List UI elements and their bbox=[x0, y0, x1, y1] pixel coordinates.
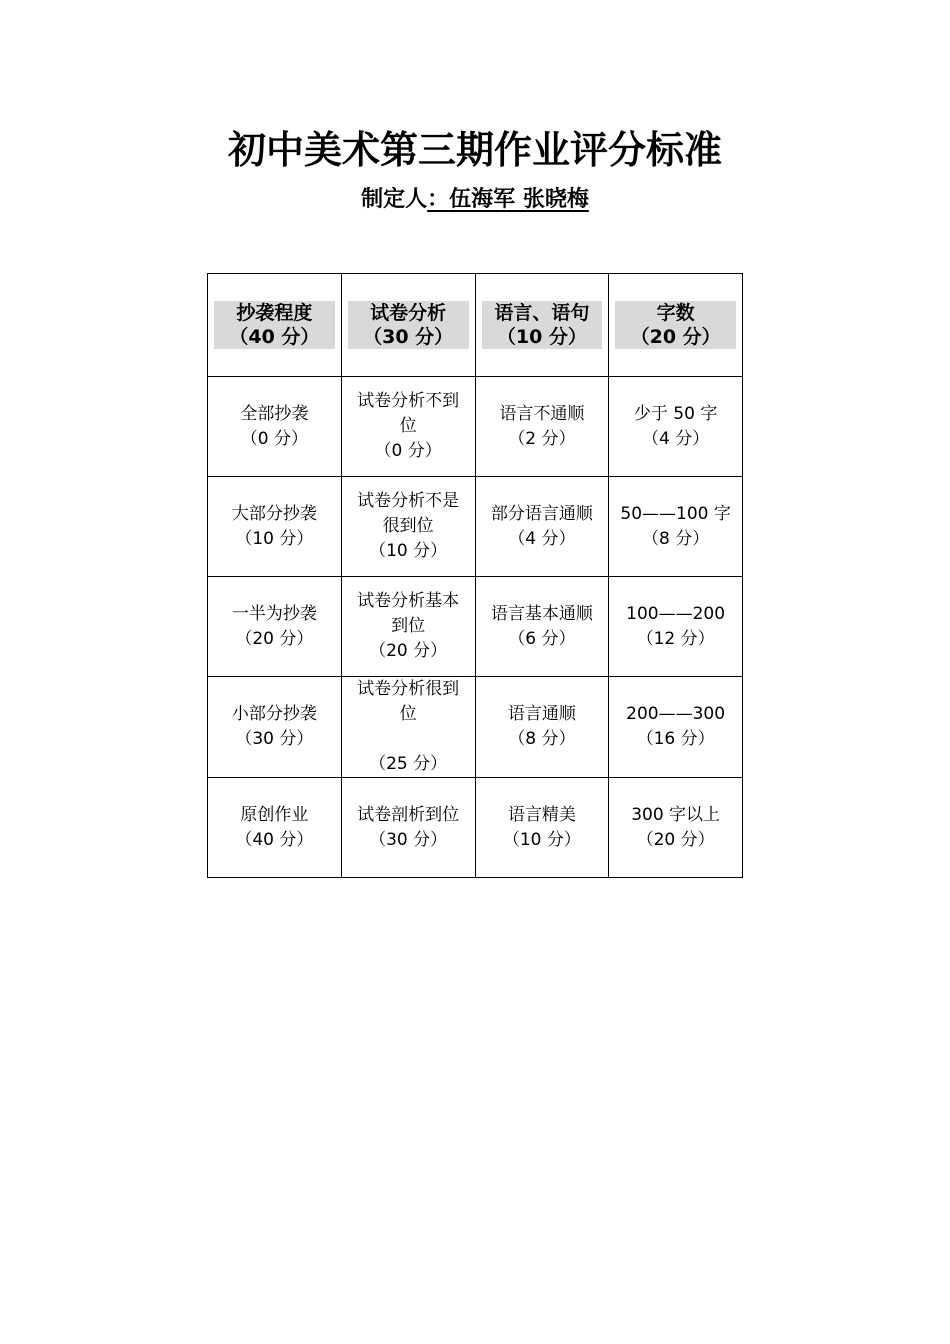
cell-text: 大部分抄袭 bbox=[231, 503, 317, 524]
cell-text: 语言通顺 bbox=[507, 704, 576, 724]
table-row bbox=[208, 577, 743, 677]
table-cell bbox=[609, 577, 743, 677]
author-label: 制定人 bbox=[361, 187, 428, 212]
table-header-row bbox=[208, 274, 743, 377]
cell-text: 少于 50 字 bbox=[633, 403, 718, 424]
table-cell bbox=[208, 778, 342, 878]
cell-score: （20 分） bbox=[636, 829, 715, 850]
table-cell bbox=[475, 677, 609, 778]
cell-score: （25 分） bbox=[369, 754, 448, 774]
table-row bbox=[208, 778, 743, 878]
cell-text: 一半为抄袭 bbox=[231, 603, 317, 624]
cell-text: 试卷分析很到 bbox=[357, 679, 460, 699]
cell-text: 语言不通顺 bbox=[499, 403, 585, 424]
table-cell bbox=[208, 377, 342, 477]
table-row bbox=[208, 377, 743, 477]
cell-text: 试卷分析不到 bbox=[357, 391, 460, 411]
table-cell bbox=[341, 577, 475, 677]
header-name: 字数 bbox=[615, 301, 736, 325]
author-names: 伍海军 张晓梅 bbox=[449, 187, 589, 212]
table-cell bbox=[208, 577, 342, 677]
header-score: （20 分） bbox=[615, 325, 736, 349]
table-cell bbox=[341, 477, 475, 577]
cell-text: 很到位 bbox=[382, 516, 434, 536]
table-cell bbox=[208, 677, 342, 778]
cell-text: 原创作业 bbox=[240, 804, 309, 825]
table-cell bbox=[341, 778, 475, 878]
cell-text: 小部分抄袭 bbox=[231, 704, 317, 724]
cell-text: 试卷分析基本 bbox=[357, 591, 460, 611]
table-cell bbox=[609, 377, 743, 477]
header-score: （10 分） bbox=[482, 325, 603, 349]
table-cell bbox=[341, 677, 475, 778]
cell-score: （40 分） bbox=[235, 829, 314, 850]
cell-score: （20 分） bbox=[235, 628, 314, 649]
cell-text: 全部抄袭 bbox=[240, 403, 309, 424]
header-name: 抄袭程度 bbox=[214, 301, 335, 325]
cell-score: （0 分） bbox=[374, 441, 442, 461]
table-cell bbox=[475, 778, 609, 878]
cell-score: （4 分） bbox=[508, 528, 576, 549]
table-cell bbox=[341, 377, 475, 477]
header-cell-word-count bbox=[609, 274, 743, 377]
table-cell bbox=[475, 577, 609, 677]
table-cell bbox=[609, 477, 743, 577]
cell-score: （30 分） bbox=[369, 829, 448, 850]
table-row bbox=[208, 677, 743, 778]
table-cell bbox=[475, 377, 609, 477]
cell-text: 100——200 bbox=[626, 603, 726, 624]
cell-text: 200——300 bbox=[626, 704, 726, 724]
cell-score: （2 分） bbox=[508, 428, 576, 449]
cell-score: （10 分） bbox=[369, 541, 448, 561]
header-score: （40 分） bbox=[214, 325, 335, 349]
cell-score: （10 分） bbox=[502, 829, 581, 850]
header-score: （30 分） bbox=[348, 325, 469, 349]
table-cell bbox=[609, 778, 743, 878]
cell-score: （4 分） bbox=[642, 428, 710, 449]
header-name: 试卷分析 bbox=[348, 301, 469, 325]
header-cell-plagiarism bbox=[208, 274, 342, 377]
cell-text: 语言精美 bbox=[507, 804, 576, 825]
cell-score: （30 分） bbox=[235, 729, 314, 749]
cell-text: 到位 bbox=[391, 616, 426, 636]
cell-text: 语言基本通顺 bbox=[490, 603, 593, 624]
author-colon: ： bbox=[427, 187, 450, 212]
document-title: 初中美术第三期作业评分标准 bbox=[227, 127, 722, 172]
cell-score: （12 分） bbox=[636, 628, 715, 649]
table-cell bbox=[609, 677, 743, 778]
cell-score: （10 分） bbox=[235, 528, 314, 549]
header-cell-analysis bbox=[341, 274, 475, 377]
table-cell bbox=[475, 477, 609, 577]
header-name: 语言、语句 bbox=[482, 301, 603, 325]
cell-score: （0 分） bbox=[240, 428, 308, 449]
cell-text: 50——100 字 bbox=[620, 503, 731, 524]
cell-text: 试卷分析不是 bbox=[357, 491, 460, 511]
cell-score: （16 分） bbox=[636, 729, 715, 749]
cell-score: （20 分） bbox=[369, 641, 448, 661]
cell-score: （8 分） bbox=[508, 729, 576, 749]
cell-text: 位 bbox=[399, 416, 417, 436]
author-line bbox=[0, 180, 950, 220]
header-cell-language bbox=[475, 274, 609, 377]
cell-score: （6 分） bbox=[508, 628, 576, 649]
cell-text: 位 bbox=[399, 704, 417, 724]
blank-line bbox=[348, 727, 469, 752]
grading-rubric-table bbox=[207, 273, 743, 878]
cell-score: （8 分） bbox=[642, 528, 710, 549]
cell-text: 300 字以上 bbox=[631, 804, 721, 825]
cell-text: 部分语言通顺 bbox=[490, 503, 593, 524]
table-cell bbox=[208, 477, 342, 577]
table-row bbox=[208, 477, 743, 577]
cell-text: 试卷剖析到位 bbox=[357, 804, 460, 825]
